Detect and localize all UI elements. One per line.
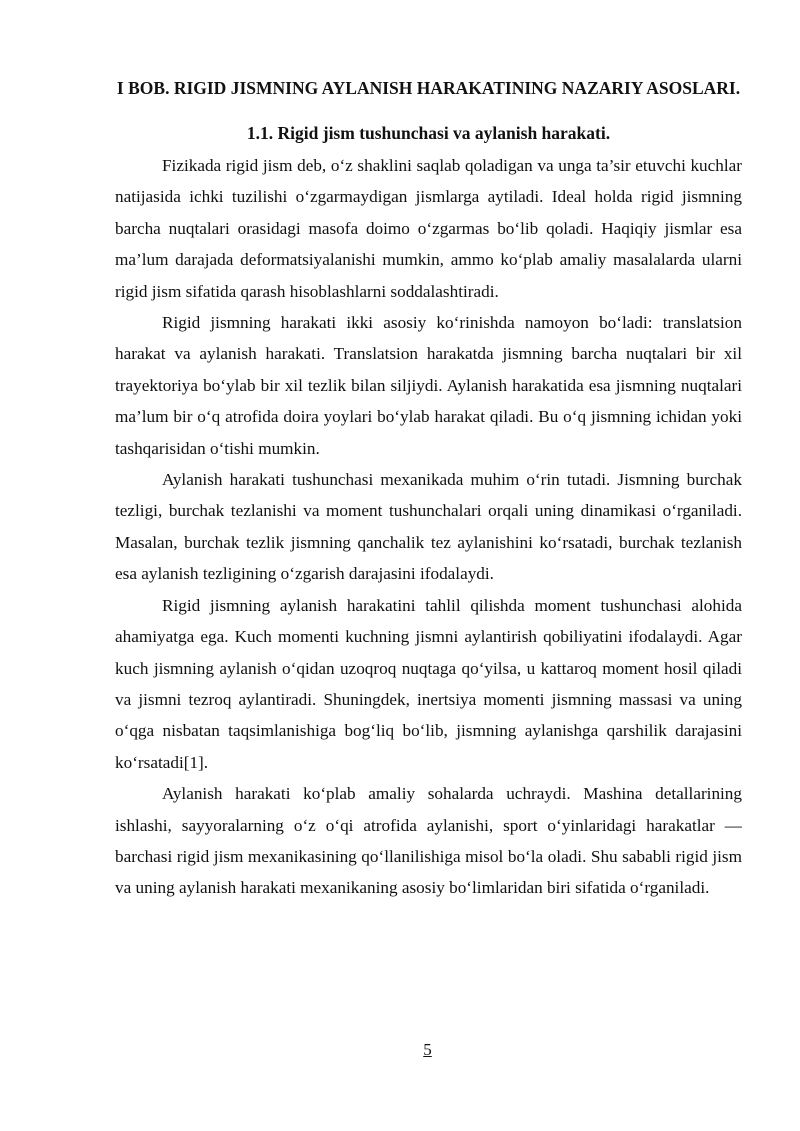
paragraph-1: Fizikada rigid jism deb, o‘z shaklini saqlab qoladigan va unga ta’sir etuvchi kuchlar natijasida ichki tuzilishi o‘zgarmaydigan jismlarga aytiladi. Ideal holda rigid jismning barcha nuqtalari orasidagi masofa doimo o‘zgarmas bo‘lib qoladi. Haqiqiy jismlar esa ma’lum darajada deformatsiyalanishi mumkin, ammo ko‘plab amaliy masalalarda ularni rigid jism sifatida qarash hisoblashlarni soddalashtiradi. <box>115 156 742 301</box>
paragraph-5: Aylanish harakati ko‘plab amaliy sohalarda uchraydi. Mashina detallarining ishlashi, sayyoralarning o‘z o‘qi atrofida aylanishi, sport o‘yinlaridagi harakatlar — barchasi rigid jism mexanikasining qo‘llanilishiga misol bo‘la oladi. Shu sababli rigid jism va uning aylanish harakati mexanikaning asosiy bo‘limlaridan biri sifatida o‘rganiladi. <box>115 784 742 898</box>
document-page <box>115 72 742 904</box>
paragraph-2: Rigid jismning harakati ikki asosiy ko‘rinishda namoyon bo‘ladi: translatsion harakat va aylanish harakati. Translatsion harakatda jismning barcha nuqtalari bir xil trayektoriya bo‘ylab bir xil tezlik bilan siljiydi. Aylanish harakatida esa jismning nuqtalari ma’lum bir o‘q atrofida doira yoylari bo‘ylab harakat qiladi. Bu o‘q jismning ichidan yoki tashqarisidan o‘tishi mumkin. <box>115 313 742 458</box>
paragraph-3: Aylanish harakati tushunchasi mexanikada muhim o‘rin tutadi. Jismning burchak tezligi, burchak tezlanishi va moment tushunchalari orqali uning dinamikasi o‘rganiladi. Masalan, burchak tezlik jismning qanchalik tez aylanishini ko‘rsatadi, burchak tezlanish esa aylanish tezligining o‘zgarish darajasini ifodalaydi. <box>115 470 742 584</box>
paragraph-4: Rigid jismning aylanish harakatini tahlil qilishda moment tushunchasi alohida ahamiyatga ega. Kuch momenti kuchning jismni aylantirish qobiliyatini ifodalaydi. Agar kuch jismning aylanish o‘qidan uzoqroq nuqtaga qo‘yilsa, u kattaroq moment hosil qiladi va jismni tezroq aylantiradi. Shuningdek, inertsiya momenti jismning massasi va uning o‘qga nisbatan taqsimlanishiga bog‘liq bo‘lib, jismning aylanishga qarshilik darajasini ko‘rsatadi[1]. <box>115 595 742 772</box>
page-number: 5 <box>423 1040 432 1059</box>
section-title: 1.1. Rigid jism tushunchasi va aylanish harakati. <box>246 123 611 143</box>
chapter-title: I BOB. RIGID JISMNING AYLANISH HARAKATINING NAZARIY ASOSLARI. <box>116 78 741 98</box>
